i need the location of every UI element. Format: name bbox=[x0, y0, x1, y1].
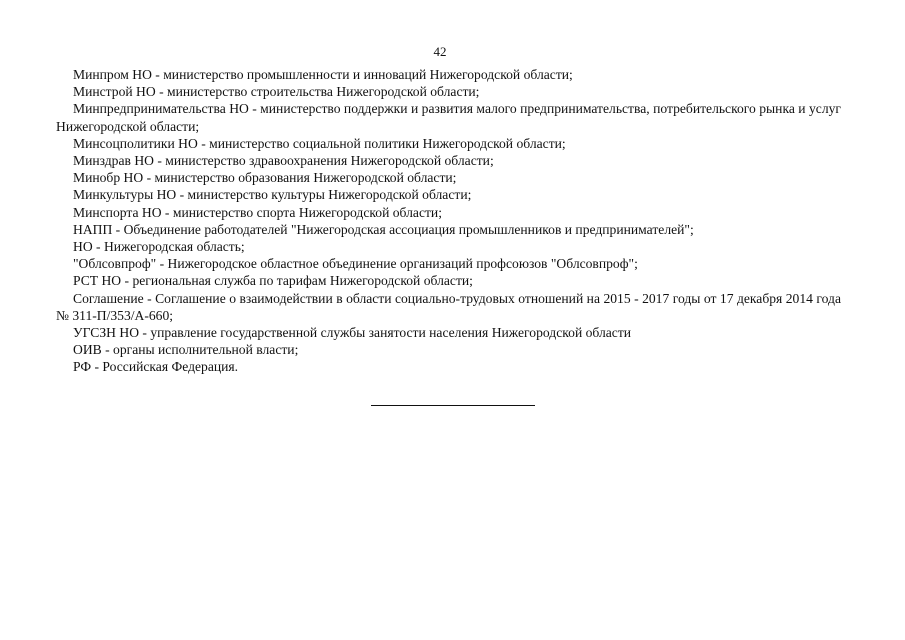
abbreviation-entry: Минсоцполитики НО - министерство социальной политики Нижегородской области; bbox=[73, 135, 566, 151]
abbreviation-entry: Минздрав НО - министерство здравоохранения Нижегородской области; bbox=[73, 153, 494, 169]
abbreviation-entry: Минспорта НО - министерство спорта Нижегородской области; bbox=[73, 204, 442, 220]
abbreviation-entry: "Облсовпроф" - Нижегородское областное объединение организаций профсоюзов "Облсовпроф"; bbox=[73, 256, 638, 272]
abbreviation-entry: РСТ НО - региональная служба по тарифам Нижегородской области; bbox=[73, 273, 473, 289]
abbreviation-entry: Минкультуры НО - министерство культуры Нижегородской области; bbox=[73, 187, 472, 203]
abbreviation-entry: Минстрой НО - министерство строительства Нижегородской области; bbox=[73, 84, 480, 100]
abbreviation-entry: Соглашение - Соглашение о взаимодействии в области социально-трудовых отношений на 2015 - 2017 годы от 17 декабря 2014 года № 311-П/353/А-660; bbox=[56, 290, 841, 323]
abbreviation-entry: НО - Нижегородская область; bbox=[73, 239, 245, 255]
end-divider-line bbox=[371, 405, 535, 406]
abbreviation-entry: Минпром НО - министерство промышленности и инноваций Нижегородской области; bbox=[73, 67, 573, 82]
abbreviation-entry: РФ - Российская Федерация. bbox=[73, 359, 239, 375]
abbreviation-list bbox=[56, 66, 841, 376]
abbreviation-entry: НАПП - Объединение работодателей "Нижегородская ассоциация промышленников и предпринимателей"; bbox=[73, 221, 694, 237]
abbreviation-entry: ОИВ - органы исполнительной власти; bbox=[73, 342, 299, 358]
page-number: 42 bbox=[433, 44, 447, 59]
abbreviation-entry: Минпредпринимательства НО - министерство поддержки и развития малого предпринимательства, потребительского рынка и услуг Нижегородской области; bbox=[56, 101, 841, 134]
abbreviation-entry: УГСЗН НО - управление государственной службы занятости населения Нижегородской области bbox=[73, 325, 632, 341]
abbreviation-entry: Минобр НО - министерство образования Нижегородской области; bbox=[73, 170, 457, 186]
